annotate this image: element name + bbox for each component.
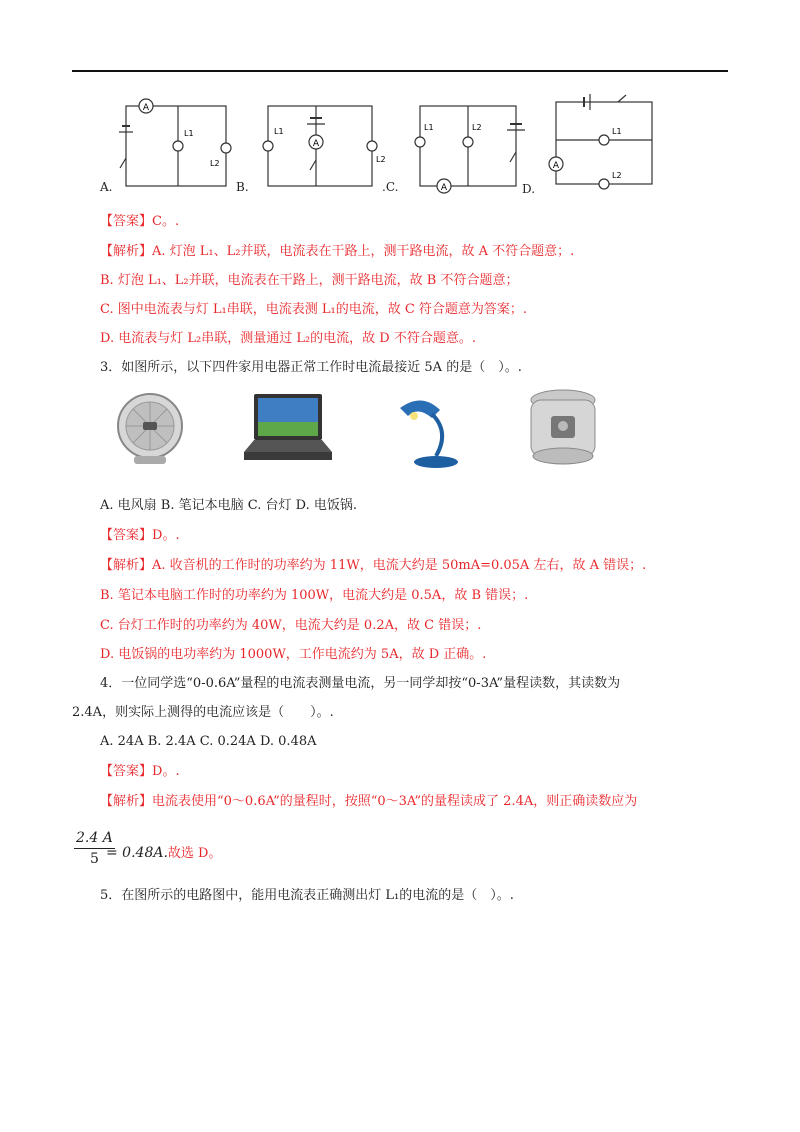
q3-analysis-d: D. 电饭锅的电功率约为 1000W，工作电流约为 5A，故 D 正确。. — [100, 647, 487, 662]
option-d-label: D. — [522, 182, 536, 196]
option-a-label: A. — [100, 180, 113, 194]
q4-stem-line1: 4．一位同学选“0-0.6A”量程的电流表测量电流，另一同学却按“0-3A”量程读数，其读数为 — [100, 676, 621, 691]
ammeter-label: A — [142, 103, 150, 113]
q3-analysis-a: 【解析】A. 收音机的工作时的功率约为 11W，电流大约是 50mA=0.05A 左右，故 A 错误；. — [100, 558, 647, 573]
q4-stem-line2: 2.4A，则实际上测得的电流应该是（ ）。. — [72, 705, 334, 720]
q5-stem: 5．在图所示的电路图中，能用电流表正确测出灯 L₁的电流的是（ ）。. — [100, 888, 514, 903]
option-c-label: .C. — [382, 180, 399, 194]
circuit-figure-a — [98, 98, 238, 198]
q3-options: A. 电风扇 B. 笔记本电脑 C. 台灯 D. 电饭锅. — [100, 498, 357, 513]
fraction-result: = 0.48A.故选 D。 — [106, 845, 222, 861]
circuit-figure-d — [522, 92, 662, 198]
circuit-figure-c — [382, 98, 532, 198]
circuit-figure-b — [236, 98, 386, 198]
q2-answer: 【答案】C。. — [100, 214, 180, 229]
electric-fan-image — [110, 390, 190, 470]
header-rule — [72, 70, 728, 72]
q4-options: A. 24A B. 2.4A C. 0.24A D. 0.48A — [100, 734, 317, 749]
svg-text:L2: L2 — [376, 155, 386, 164]
q4-analysis: 【解析】电流表使用“0～0.6A”的量程时，按照“0～3A”的量程读成了 2.4A，则正确读数应为 — [100, 794, 638, 809]
option-b-label: B. — [236, 180, 249, 194]
q2-analysis-b: B. 灯泡 L₁、L₂并联，电流表在干路上，测干路电流，故 B 不符合题意； — [100, 273, 519, 288]
svg-text:L1: L1 — [274, 127, 284, 136]
rice-cooker-image — [525, 386, 601, 474]
q2-analysis-c: C. 图中电流表与灯 L₁串联，电流表测 L₁的电流，故 C 符合题意为答案；. — [100, 302, 528, 317]
svg-text:L2: L2 — [472, 123, 482, 132]
svg-text:L2: L2 — [210, 159, 220, 168]
fraction-denominator: 5 — [89, 851, 99, 867]
svg-text:A: A — [552, 161, 560, 171]
laptop-image — [240, 392, 336, 472]
q3-analysis-c: C. 台灯工作时的功率约为 40W，电流大约是 0.2A，故 C 错误；. — [100, 618, 482, 633]
q3-stem: 3．如图所示，以下四件家用电器正常工作时电流最接近 5A 的是（ ）。. — [100, 360, 522, 375]
svg-text:L1: L1 — [184, 129, 194, 138]
q2-analysis-d: D. 电流表与灯 L₂串联，测量通过 L₂的电流，故 D 不符合题意。. — [100, 331, 476, 346]
svg-text:A: A — [440, 183, 448, 193]
q2-analysis-a: 【解析】A. 灯泡 L₁、L₂并联，电流表在干路上，测干路电流，故 A 不符合题意；. — [100, 244, 575, 259]
svg-text:A: A — [312, 139, 320, 149]
fraction-numerator: 2.4 A — [74, 830, 115, 849]
q3-analysis-b: B. 笔记本电脑工作时的功率约为 100W，电流大约是 0.5A，故 B 错误；. — [100, 588, 529, 603]
svg-text:L1: L1 — [424, 123, 434, 132]
desk-lamp-image — [392, 392, 464, 474]
svg-text:L1: L1 — [612, 127, 622, 136]
svg-text:L2: L2 — [612, 171, 622, 180]
q4-answer: 【答案】D。. — [100, 764, 180, 779]
q3-answer: 【答案】D。. — [100, 528, 180, 543]
